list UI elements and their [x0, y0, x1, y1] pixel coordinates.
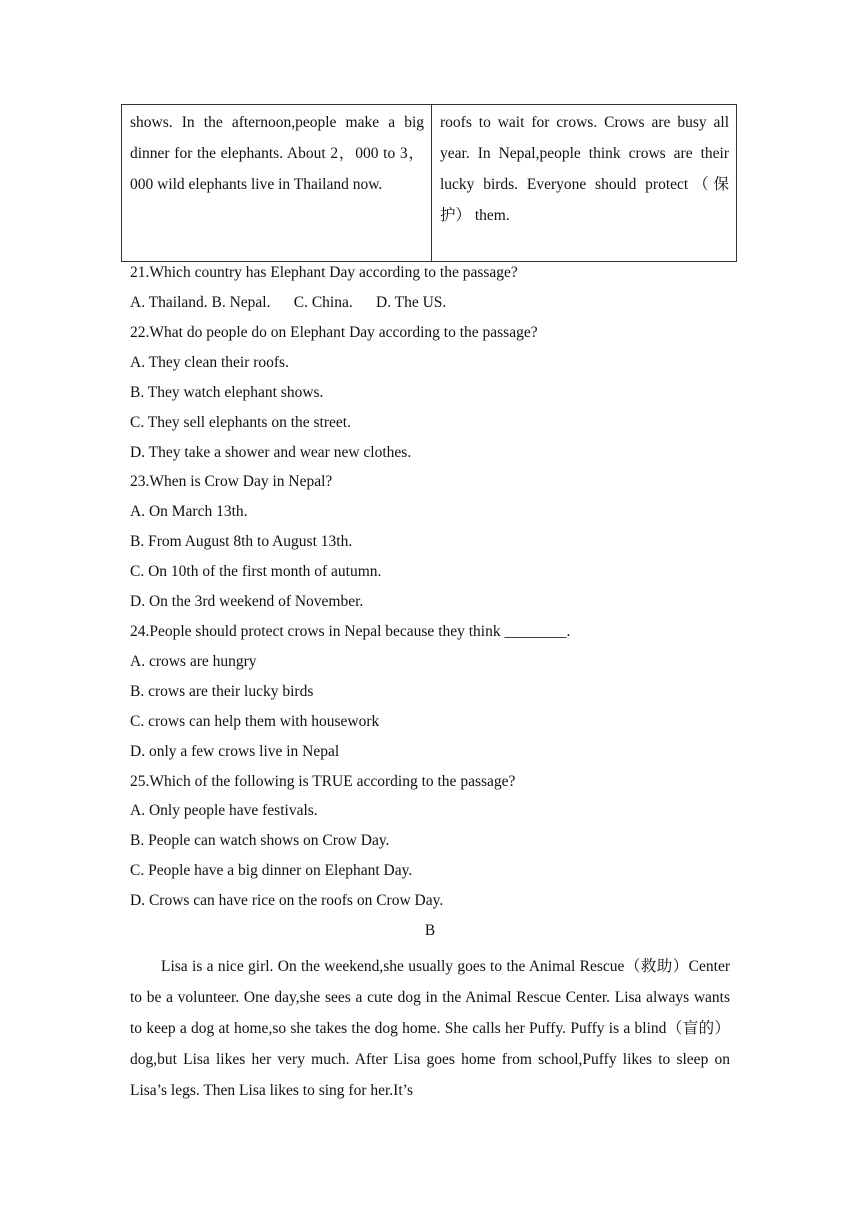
question-24-option-c: C. crows can help them with housework [130, 713, 380, 730]
question-25-option-d: D. Crows can have rice on the roofs on Crow Day. [130, 892, 444, 909]
question-22-option-b: B. They watch elephant shows. [130, 384, 324, 401]
question-21-options: A. Thailand. B. Nepal. C. China. D. The US. [130, 294, 447, 311]
question-22-option-d: D. They take a shower and wear new clothes. [130, 444, 412, 461]
question-23: 23.When is Crow Day in Nepal? [130, 473, 333, 490]
passage-b: Lisa is a nice girl. On the weekend,she usually goes to the Animal Rescue（救助）Center to be a volunteer. One day,she sees a cute dog in the Animal Rescue Center. Lisa always wants to keep a dog at home,so she takes the dog home. She calls her Puffy. Puffy is a blind（盲的）dog,but Lisa likes her very much. After Lisa goes home from school,Puffy likes to sleep on Lisa’s legs. Then Lisa likes to sing for her.It’s [130, 958, 730, 1099]
question-23-option-a: A. On March 13th. [130, 503, 248, 520]
question-24-option-b: B. crows are their lucky birds [130, 683, 314, 700]
question-25-option-c: C. People have a big dinner on Elephant Day. [130, 862, 413, 879]
question-22: 22.What do people do on Elephant Day according to the passage? [130, 324, 538, 341]
question-23-option-b: B. From August 8th to August 13th. [130, 533, 353, 550]
passage-table [121, 104, 737, 262]
table-cell-left: shows. In the afternoon,people make a big dinner for the elephants. About 2，000 to 3，000 wild elephants live in Thailand now. [122, 105, 432, 261]
question-25: 25.Which of the following is TRUE according to the passage? [130, 773, 516, 790]
question-21: 21.Which country has Elephant Day according to the passage? [130, 264, 518, 281]
question-24-option-d: D. only a few crows live in Nepal [130, 743, 340, 760]
question-25-option-b: B. People can watch shows on Crow Day. [130, 832, 390, 849]
question-23-option-c: C. On 10th of the first month of autumn. [130, 563, 382, 580]
question-22-option-a: A. They clean their roofs. [130, 354, 289, 371]
question-22-option-c: C. They sell elephants on the street. [130, 414, 351, 431]
question-24: 24.People should protect crows in Nepal because they think ________. [130, 623, 571, 640]
table-cell-right: roofs to wait for crows. Crows are busy all year. In Nepal,people think crows are their lucky birds. Everyone should protect（保护） them. [440, 114, 729, 224]
section-label: B [424, 922, 436, 939]
question-24-option-a: A. crows are hungry [130, 653, 257, 670]
question-23-option-d: D. On the 3rd weekend of November. [130, 593, 364, 610]
question-25-option-a: A. Only people have festivals. [130, 802, 318, 819]
